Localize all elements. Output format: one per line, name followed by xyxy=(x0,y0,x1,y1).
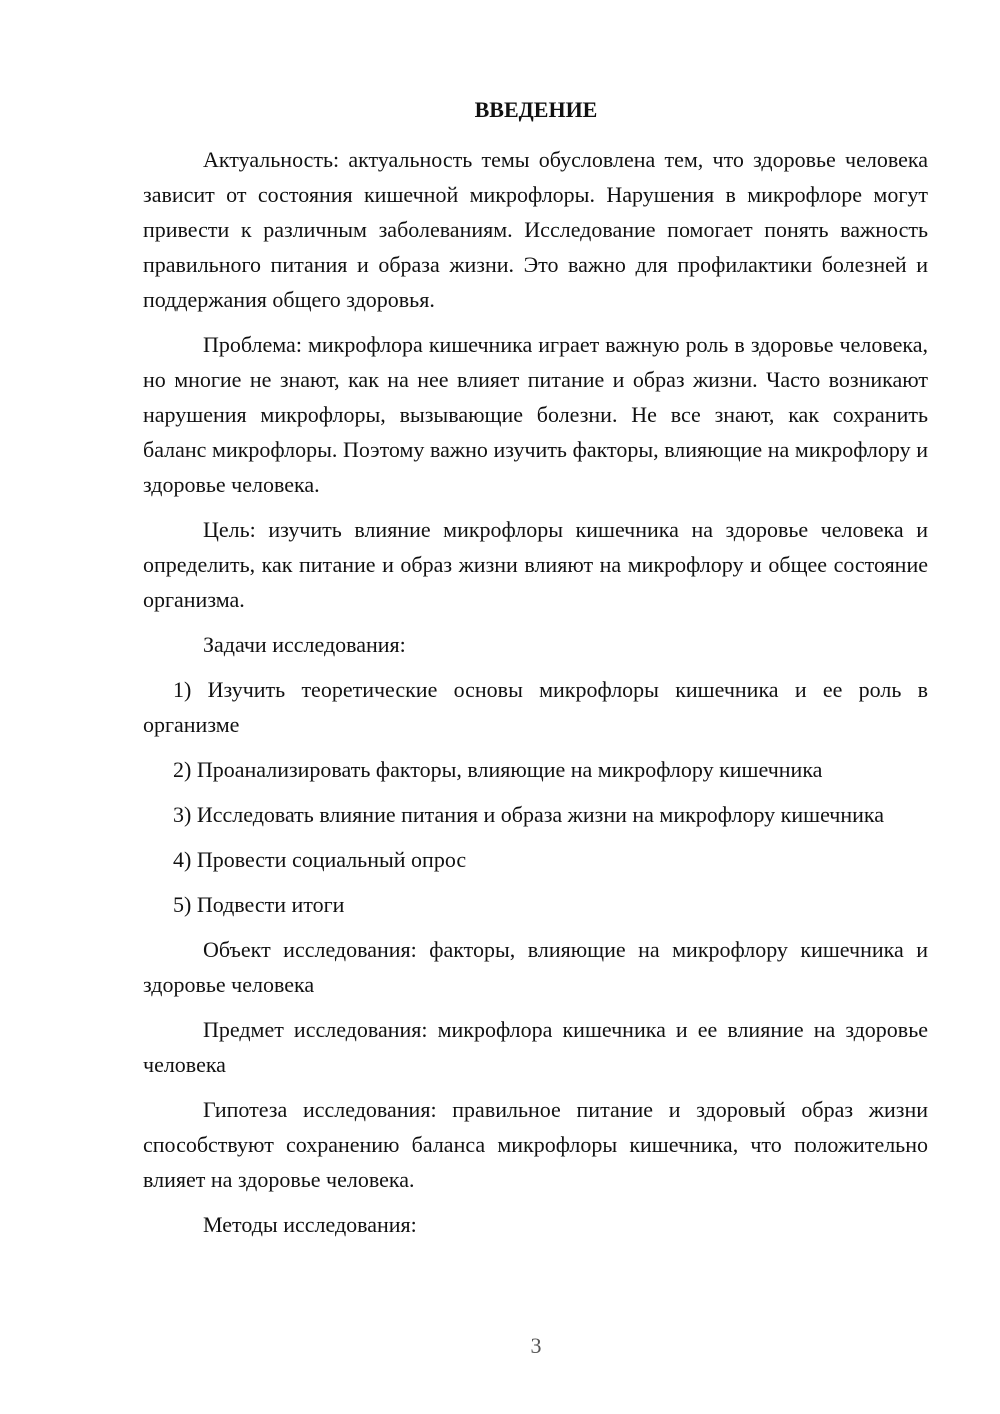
paragraph-hypothesis: Гипотеза исследования: правильное питание и здоровый образ жизни способствуют сохранению баланса микрофлоры кишечника, что положительно влияет на здоровье человека. xyxy=(143,1097,928,1192)
paragraph-problem: Проблема: микрофлора кишечника играет важную роль в здоровье человека, но многие не знают, как на нее влияет питание и образ жизни. Часто возникают нарушения микрофлоры, вызывающие болезни. Не все знают, как сохранить баланс микрофлоры. Поэтому важно изучить факторы, влияющие на микрофлору и здоровье человека. xyxy=(143,332,928,497)
task-item: 2) Проанализировать факторы, влияющие на микрофлору кишечника xyxy=(173,757,823,782)
document-body xyxy=(143,142,928,1252)
task-item: 5) Подвести итоги xyxy=(173,892,345,917)
paragraph-subject: Предмет исследования: микрофлора кишечника и ее влияние на здоровье человека xyxy=(143,1017,928,1077)
paragraph-object: Объект исследования: факторы, влияющие на микрофлору кишечника и здоровье человека xyxy=(143,937,928,997)
task-item: 3) Исследовать влияние питания и образа жизни на микрофлору кишечника xyxy=(173,802,885,827)
paragraph-goal: Цель: изучить влияние микрофлоры кишечника на здоровье человека и определить, как питание и образ жизни влияют на микрофлору и общее состояние организма. xyxy=(143,517,928,612)
page-number: 3 xyxy=(530,1333,542,1358)
task-item: 1) Изучить теоретические основы микрофлоры кишечника и ее роль в организме xyxy=(143,677,928,737)
methods-heading: Методы исследования: xyxy=(203,1212,417,1237)
page-title: ВВЕДЕНИЕ xyxy=(474,97,598,122)
task-item: 4) Провести социальный опрос xyxy=(173,847,467,872)
paragraph-relevance: Актуальность: актуальность темы обусловлена тем, что здоровье человека зависит от состояния кишечной микрофлоры. Нарушения в микрофлоре могут привести к различным заболеваниям. Исследование помогает понять важность правильного питания и образа жизни. Это важно для профилактики болезней и поддержания общего здоровья. xyxy=(143,147,928,312)
tasks-heading: Задачи исследования: xyxy=(203,632,406,657)
